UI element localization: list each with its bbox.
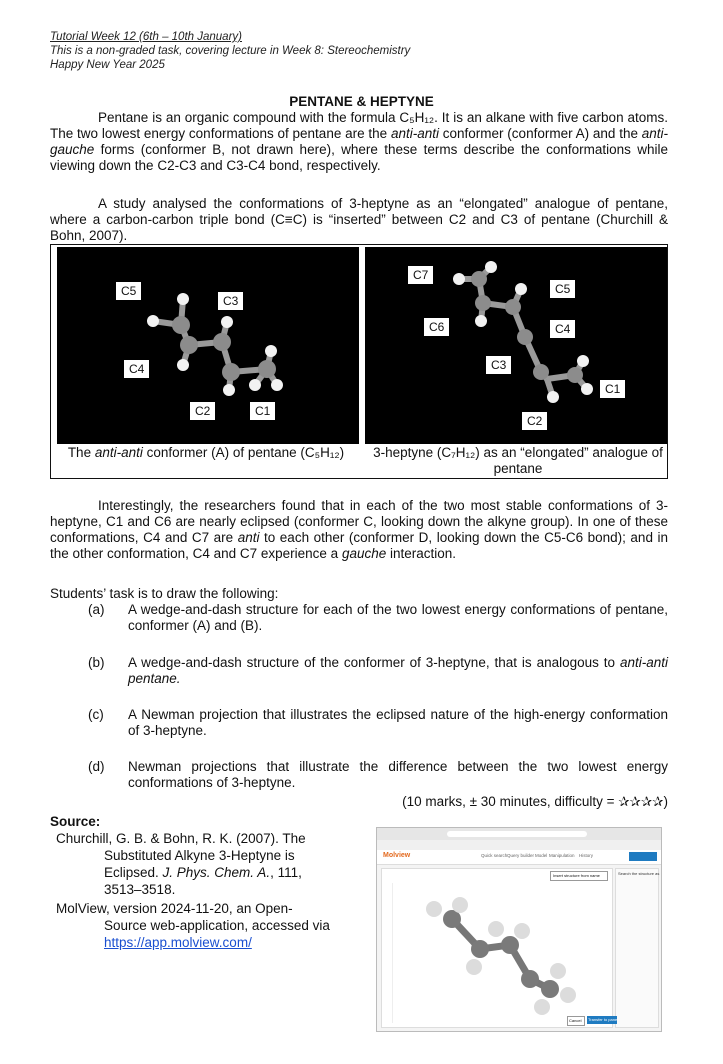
source-heading: Source: xyxy=(50,814,101,829)
reference-molview xyxy=(56,900,362,951)
header-greeting: Happy New Year 2025 xyxy=(50,59,165,71)
task-label: (d) xyxy=(88,759,105,774)
para1-italic-1: anti-anti xyxy=(390,126,439,141)
label-heptyne-c7: C7 xyxy=(407,265,434,285)
label-pentane-c3: C3 xyxy=(217,291,244,311)
ref1-line1: Churchill, G. B. & Bohn, R. K. (2007). The xyxy=(56,831,306,846)
ref1-line2: Substituted Alkyne 3-Heptyne is xyxy=(104,848,295,863)
sketch-panel xyxy=(381,868,613,1028)
register-button[interactable] xyxy=(629,852,657,861)
insert-structure-label: Insert structure from name xyxy=(553,873,600,878)
findings-paragraph xyxy=(50,498,668,562)
task-text-main: A wedge-and-dash structure of the conformer of 3-heptyne, that is analogous to xyxy=(128,655,620,670)
cancel-label: Cancel xyxy=(569,1018,582,1023)
ref2-line1: MolView, version 2024-11-20, an Open- xyxy=(56,901,293,916)
task-label: (b) xyxy=(88,655,105,670)
nav-item[interactable]: Query builder xyxy=(507,853,535,858)
study-paragraph: A study analysed the conformations of 3-heptyne as an “elongated” analogue of pentane, where a carbon-carbon triple bond (C≡C) is “inserted” between C2 and C3 of pentane (Churchill & Bohn, 2007). xyxy=(50,196,668,243)
reference-churchill xyxy=(56,830,362,898)
para3-text-2: to each other (conformer D, looking down the C5-C6 bond); and in the other conformation, C4 and C7 experience a xyxy=(50,530,668,561)
ref1-line3-c: , 111, xyxy=(270,865,302,880)
label-heptyne-c4: C4 xyxy=(549,319,576,339)
header-note: This is a non-graded task, covering lecture in Week 8: Stereochemistry xyxy=(50,45,411,57)
sidebar-title: Search the structure as xyxy=(618,871,660,876)
cancel-button[interactable] xyxy=(567,1016,585,1026)
caption-pentane-1: The xyxy=(67,445,95,460)
molview-screenshot xyxy=(376,827,662,1032)
task-text xyxy=(128,655,668,687)
heptyne-image xyxy=(365,247,667,444)
pentane-image xyxy=(57,247,359,444)
task-text: A wedge-and-dash structure for each of the two lowest energy conformations of pentane, conformer (A) and (B). xyxy=(128,602,668,633)
para3-text-3: interaction. xyxy=(386,546,457,561)
nav-item[interactable]: Model xyxy=(535,853,548,858)
task-label: (c) xyxy=(88,707,104,722)
intro-paragraph xyxy=(50,110,668,174)
caption-pentane-italic: anti-anti xyxy=(94,445,143,460)
page-title: PENTANE & HEPTYNE xyxy=(289,94,434,109)
label-pentane-c4: C4 xyxy=(123,359,150,379)
label-heptyne-c1: C1 xyxy=(599,379,626,399)
search-sidebar xyxy=(615,868,659,1028)
address-bar xyxy=(447,831,587,837)
label-heptyne-c5: C5 xyxy=(549,279,576,299)
ref1-line3-a: Eclipsed. xyxy=(104,865,163,880)
task-text-italic: anti-anti pentane. xyxy=(128,655,668,686)
transfer-button[interactable] xyxy=(587,1016,617,1024)
caption-pentane-2: conformer (A) of pentane (C₅H₁₂) xyxy=(142,445,345,460)
label-pentane-c2: C2 xyxy=(189,401,216,421)
ref1-line3 xyxy=(56,864,362,881)
label-pentane-c1: C1 xyxy=(249,401,276,421)
para1-italic-2: anti-gauche xyxy=(50,126,668,157)
molview-brand: Molview xyxy=(383,852,411,859)
ref2-line2: Source web-application, accessed via xyxy=(104,918,330,933)
caption-pentane xyxy=(61,445,351,461)
label-pentane-c5: C5 xyxy=(115,281,142,301)
nav-item[interactable]: Quick search xyxy=(481,853,508,858)
para3-italic-1: anti xyxy=(237,530,260,545)
nav-item[interactable]: History xyxy=(579,853,594,858)
para3-text-1: Interestingly, the researchers found that in each of the two most stable conformations of 3-heptyne, C1 and C6 are nearly eclipsed (conformer C, looking down the alkyne group). In one of these conformations, C4 and C7 are xyxy=(50,498,668,545)
label-heptyne-c3: C3 xyxy=(485,355,512,375)
molview-nav xyxy=(377,850,661,865)
page-header xyxy=(50,30,410,72)
task-text: Newman projections that illustrate the difference between the two lowest energy conformations of 3-heptyne. xyxy=(128,759,668,790)
header-week: Tutorial Week 12 (6th – 10th January) xyxy=(50,31,242,43)
para1-text-3: forms (conformer B, not drawn here), where these terms describe the conformations while viewing down the C2-C3 and C3-C4 bond, respectively. xyxy=(50,142,668,173)
task-intro: Students’ task is to draw the following: xyxy=(50,586,279,601)
ref1-line4: 3513–3518. xyxy=(104,882,176,897)
label-heptyne-c2: C2 xyxy=(521,411,548,431)
para1-text-1: Pentane is an organic compound with the formula C₅H₁₂. It is an alkane with five carbon atoms. The two lowest energy conformations of pentane are the xyxy=(50,110,668,141)
label-heptyne-c6: C6 xyxy=(423,317,450,337)
ref1-journal: J. Phys. Chem. A. xyxy=(162,865,271,880)
figure-box xyxy=(50,244,668,479)
molview-3d-model xyxy=(382,869,612,1027)
nav-item[interactable]: Manipulation xyxy=(549,853,575,858)
task-label: (a) xyxy=(88,602,105,617)
para1-text-2: conformer (conformer A) and the xyxy=(438,126,642,141)
marks-info: (10 marks, ± 30 minutes, difficulty = ✰✰✰✰) xyxy=(402,794,668,809)
task-text: A Newman projection that illustrates the eclipsed nature of the high-energy conformation of 3-heptyne. xyxy=(128,707,668,738)
para3-italic-2: gauche xyxy=(341,546,387,561)
caption-heptyne: 3-heptyne (C₇H₁₂) as an “elongated” analogue of pentane xyxy=(373,445,663,476)
molview-link[interactable]: https://app.molview.com/ xyxy=(104,935,252,950)
transfer-label: Transfer to panel xyxy=(588,1017,619,1022)
